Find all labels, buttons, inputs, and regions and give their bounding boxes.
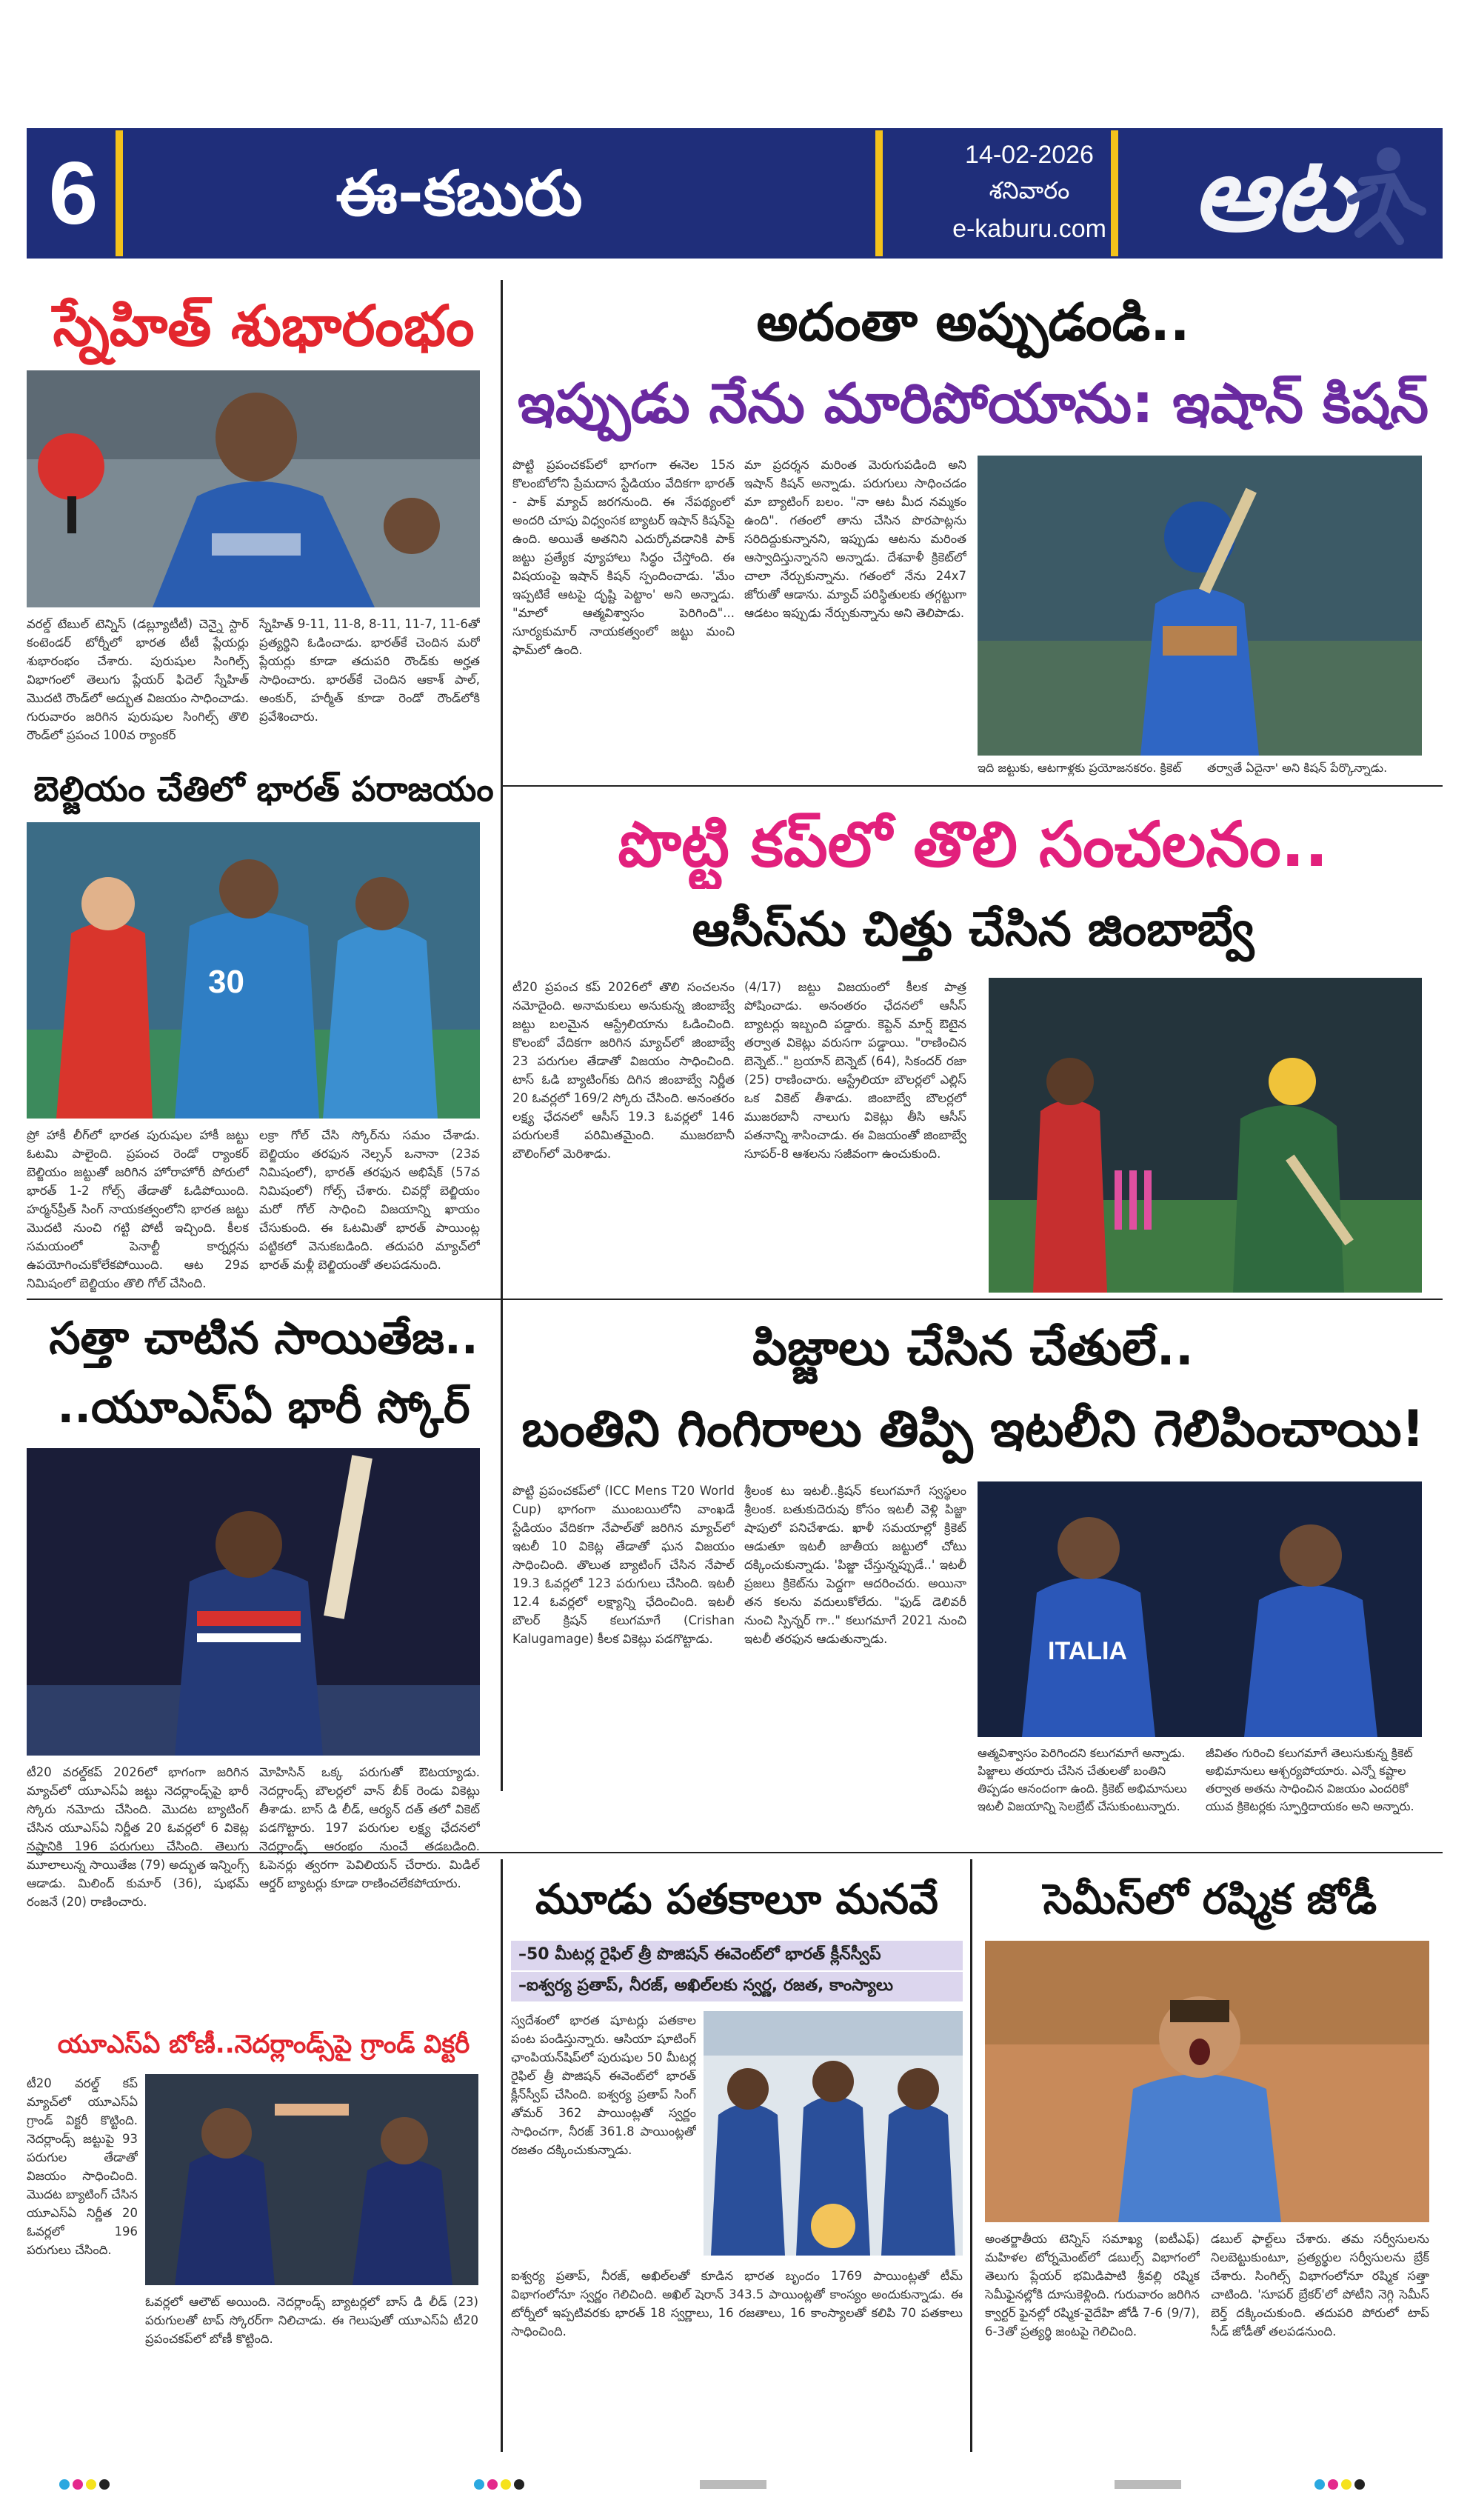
- story-body: పొట్టి ప్రపంచకప్‌లో భాగంగా ఈనెల 15న కొలంబోలోని ప్రేమదాస స్టేడియం వేదికగా భారత్ - పాక్ మ్యాచ్ జరగనుంది. ఈ నేపథ్యంలో అందరి చూపు విధ్వంసక బ్యాటర్ ఇషాన్ కిషన్‌పై ఉంది. అయితే అతనిని ఎదుర్కోవడానికి పాక్ జట్టు ప్రత్యేక వ్యూహాలు సిద్ధం చేస్తోంది. ఈ విషయంపై ఇషాన్ కిషన్ స్పందించాడు. 'మేం ఇప్పటికే ఆటపై దృష్టి పెట్టాం' అని అన్నాడు. "మాలో ఆత్మవిశ్వాసం పెరిగింది"... సూర్యకుమార్ నాయకత్వంలో జట్టు మంచి ఫామ్‌లో ఉంది.: [512, 458, 735, 657]
- photo-label: [27, 822, 33, 823]
- headline-shooting: మూడు పతకాలూ మనవే: [535, 1876, 938, 1924]
- story-body: మోహిసిన్ ఒక్క పరుగుతో ఔటయ్యాడు. నెదర్లాండ్స్ బౌలర్లలో వాన్ బీక్ రెండు వికెట్లు తీశాడు. బాస్ డి లీడ్, ఆర్యన్ దత్ తలో వికెట్ పడగొట్టారు. 197 పరుగుల లక్ష్య ఛేదనలో నెదర్లాండ్స్ ఆరంభం నుంచే తడబడింది. ఓపెనర్లు త్వరగా పెవిలియన్ చేరారు. మిడిల్ ఆర్డర్ బ్యాటర్లు కూడా రాణించలేకపోయారు.: [259, 1765, 480, 1890]
- story-body: ఓవర్లలో ఆలౌట్ అయింది. నెదర్లాండ్స్ బ్యాటర్లలో బాస్ డి లీడ్ (23) పరుగులతో టాప్ స్కోరర్‌గా నిలిచాడు. ఈ గెలుపుతో యూఎస్ఏ టీ20 ప్రపంచకప్‌లో బోణీ కొట్టింది.: [145, 2295, 478, 2346]
- story-body: స్వదేశంలో భారత షూటర్లు పతకాల పంట పండిస్తున్నారు. ఆసియా షూటింగ్ ఛాంపియన్‌షిప్‌లో పురుషుల 50 మీటర్ల రైఫిల్ త్రీ పొజిషన్ ఈవెంట్‌లో భారత్ క్లీన్‌స్వీప్ చేసింది. ఐశ్వర్య ప్రతాప్ సింగ్ తోమర్ 362 పాయింట్లతో స్వర్ణం సాధించగా, నీరజ్ 361.8 పాయింట్లతో రజతం దక్కించుకున్నాడు.: [511, 2013, 696, 2157]
- registration-mark: [59, 2479, 113, 2493]
- photo-label: [704, 2011, 713, 2012]
- caption: తర్వాతే ఏదైనా' అని కిషన్ పేర్కొన్నాడు.: [1207, 761, 1388, 775]
- headline-hockey: బెల్జియం చేతిలో భారత్ పరాజయం: [27, 763, 501, 815]
- photo-label: [978, 1481, 985, 1482]
- story-body: ప్రో హాకీ లీగ్‌లో భారత పురుషుల హాకీ జట్టు ఓటమి పాలైంది. ప్రపంచ రెండో ర్యాంకర్ బెల్జియం జట్టుతో జరిగిన హోరాహోరీ పోరులో భారత్ 1-2 గోల్స్ తేడాతో ఓడిపోయింది. హర్మన్‌ప్రీత్ సింగ్ నాయకత్వంలోని భారత జట్టు మొదటి నుంచి గట్టి పోటీ ఇచ్చింది. కీలక సమయంలో పెనాల్టీ కార్నర్లను ఉపయోగించుకోలేకపోయింది. ఆట 29వ నిమిషంలో బెల్జియం తొలి గోల్ చేసింది.: [27, 1128, 249, 1290]
- subheading: –ఐశ్వర్య ప్రతాప్, నీరజ్, అఖిల్‌లకు స్వర్ణ, రజత, కాంస్యాలు: [511, 1972, 963, 2001]
- photo-label: [145, 2074, 154, 2075]
- story-body: ఐశ్వర్య ప్రతాప్, నీరజ్, అఖిల్‌లతో కూడిన భారత బృందం 1769 పాయింట్లతో టీమ్ విభాగంలోనూ స్వర్ణం గెలిచింది. అఖిల్ షెరాన్ 343.5 పాయింట్లతో కాంస్యం అందుకున్నాడు. ఈ టోర్నీలో ఇప్పటివరకు భారత్ 18 స్వర్ణాలు, 16 రజతాలు, 16 కాంస్యాలతో కలిపి 70 పతకాలు సాధించింది.: [511, 2269, 963, 2339]
- photo-zimbabwe: [989, 978, 1422, 1293]
- runner-icon: [1318, 137, 1429, 248]
- masthead-divider: [875, 130, 883, 256]
- svg-text:ITALIA: ITALIA: [1048, 1637, 1128, 1665]
- headline-snehith: స్నేహిత్ శుభారంభం: [53, 293, 475, 359]
- photo-italy: [978, 1481, 1422, 1737]
- column-rule: [501, 1859, 503, 2452]
- story-body: టీ20 వరల్డ్‌కప్ 2026లో భాగంగా జరిగిన మ్యాచ్‌లో యూఎస్ఏ జట్టు నెదర్లాండ్స్‌పై భారీ స్కోరు నమోదు చేసింది. మొదట బ్యాటింగ్ చేసిన యూఎస్ఏ నిర్ణీత 20 ఓవర్లలో 6 వికెట్ల నష్టానికి 196 పరుగులు చేసింది. తెలుగు మూలాలున్న సాయితేజ (79) అద్భుత ఇన్నింగ్స్ ఆడాడు. మిలింద్ కుమార్ (36), షుభమ్ రంజనే (20) రాణించారు.: [27, 1765, 249, 1909]
- column-rule: [501, 280, 503, 1791]
- story-body: శ్రీలంక టు ఇటలీ..క్రిషన్ కలుగమాగే స్వస్థలం శ్రీలంక. బతుకుదెరువు కోసం ఇటలీ వెళ్లి పిజ్జా షాపులో పనిచేశాడు. ఖాళీ సమయాల్లో క్రికెట్ ఆడుతూ ఇటలీ జాతీయ జట్టులో చోటు దక్కించుకున్నాడు. 'పిజ్జా చేస్తున్నప్పుడే..' ఇటలీ ప్రజలు క్రికెట్‌ను పెద్దగా ఆదరించరు. అయినా తన కలను వదులుకోలేదు. "ఫుడ్ డెలివరీ నుంచి స్పిన్నర్ గా.." కలుగమాగే 2021 నుంచి ఇటలీ తరఫున ఆడుతున్నాడు.: [744, 1484, 966, 1646]
- headline-usa-win: యూఎస్ఏ బోణీ..నెదర్లాండ్స్‌పై గ్రాండ్ విక్టరీ: [57, 2030, 470, 2059]
- headline-saiteja-1: సత్తా చాటిన సాయితేజ..: [49, 1313, 478, 1364]
- section-rule: [503, 1299, 1443, 1300]
- subheading: –50 మీటర్ల రైఫిల్ త్రీ పొజిషన్ ఈవెంట్‌లో భారత్ క్లీన్‌స్వీప్: [511, 1941, 963, 1970]
- story-body: అంతర్జాతీయ టెన్నిస్ సమాఖ్య (ఐటీఎఫ్) మహిళల టోర్నమెంట్‌లో డబుల్స్ విభాగంలో తెలుగు ప్లేయర్ భమిడిపాటి శ్రీవల్లి రష్మిక సెమీఫైనల్లోకి దూసుకెళ్లింది. గురువారం జరిగిన క్వార్టర్ ఫైనల్లో రష్మిక-వైదేహి జోడీ 7-6 (9/7), 6-3తో ప్రత్యర్థి జంటపై గెలిచింది.: [985, 2232, 1200, 2339]
- headline-saiteja-2: ..యూఎస్ఏ భారీ స్కోర్: [57, 1381, 470, 1433]
- section-rule: [27, 1299, 501, 1300]
- registration-mark: [474, 2479, 527, 2493]
- svg-text:30: 30: [208, 964, 244, 1000]
- section-title: ఆట: [1192, 133, 1355, 255]
- brand-logo: ఈ-కబురు: [335, 157, 583, 230]
- photo-label: [27, 1448, 30, 1449]
- story-body: స్నేహిత్ 9-11, 11-8, 8-11, 11-7, 11-6తో ప్రత్యర్థిని ఓడించాడు. భారత్‌కే చెందిన మరో ప్లేయర్లు కూడా తదుపరి రౌండ్‌కు అర్హత సాధించారు. భారత్‌కే చెందిన ఆకాశ్ పాల్, అంకుర్, హర్మీత్ కూడా రెండో రౌండ్‌లోకి ప్రవేశించారు.: [259, 617, 480, 724]
- photo-rashmika: [985, 1941, 1429, 2222]
- photo-saiteja: [27, 1448, 480, 1756]
- photo-label: [989, 978, 1000, 979]
- section-rule: [503, 785, 1443, 787]
- photo-hockey: [27, 822, 480, 1119]
- issue-date: 14-02-2026: [965, 141, 1094, 169]
- headline-ishan-1: అదంతా అప్పుడండి..: [756, 292, 1190, 353]
- photo-ishan: [978, 456, 1422, 756]
- headline-italy-2: బంతిని గింగిరాలు తిప్పి ఇటలీని గెలిపించాయి!: [521, 1400, 1425, 1459]
- photo-usa-celebration: [145, 2074, 478, 2285]
- headline-italy-1: పిజ్జాలు చేసిన చేతులే..: [752, 1319, 1194, 1376]
- caption: ఇది జట్టుకు, ఆటగాళ్లకు ప్రయోజనకరం. క్రికెట్: [978, 761, 1182, 775]
- issue-day: శనివారం: [989, 176, 1070, 204]
- story-body: టీ20 ప్రపంచ కప్ 2026లో తొలి సంచలనం నమోదైంది. అనామకులు అనుకున్న జింబాబ్వే జట్టు బలమైన ఆస్ట్రేలియాను ఓడించింది. కొలంబో వేదికగా జరిగిన మ్యాచ్‌లో జింబాబ్వే 23 పరుగుల తేడాతో విజయం సాధించింది. టాస్ ఓడి బ్యాటింగ్‌కు దిగిన జింబాబ్వే నిర్ణీత 20 ఓవర్లలో 169/2 స్కోరు చేసింది. అనంతరం లక్ష్య ఛేదనలో ఆసీస్ 19.3 ఓవర్లలో 146 పరుగులకే పరిమితమైంది. ముజరబానీ బౌలింగ్‌లో మెరిశాడు.: [512, 980, 735, 1161]
- color-bar: [700, 2480, 766, 2489]
- masthead-divider: [116, 130, 123, 256]
- photo-label: [27, 370, 33, 371]
- story-body: లక్రా గోల్ చేసి స్కోర్‌ను సమం చేశాడు. బెల్జియం తరఫున నెల్సన్ ఒనానా (23వ నిమిషంలో), భారత్ తరఫున అభిషేక్ (57వ నిమిషంలో) గోల్స్ చేశారు. చివర్లో బెల్జియం మరో గోల్ సాధించి విజయాన్ని ఖాయం చేసుకుంది. ఈ ఓటమితో భారత్ పాయింట్ల పట్టికలో వెనుకబడింది. తదుపరి మ్యాచ్‌లో భారత్ మళ్లీ బెల్జియంతో తలపడనుంది.: [259, 1128, 480, 1272]
- column-rule: [970, 1859, 972, 2452]
- headline-zimbabwe-1: పొట్టి కప్‌లో తొలి సంచలనం..: [618, 808, 1329, 881]
- story-body: మా ప్రదర్శన మరింత మెరుగుపడింది అని ఇషాన్ కిషన్ అన్నాడు. పరుగులు సాధించడం మా బ్యాటింగ్ బలం. "నా ఆట మీద నమ్మకం ఉంది". గతంలో తాను చేసిన పొరపాట్లను సరిదిద్దుకున్నానని, ఇప్పుడు ఆటను మరింత ఆస్వాదిస్తున్నానని అన్నాడు. దేశవాళీ క్రికెట్‌లో చాలా నేర్చుకున్నాను. గతంలో నేను 24x7 జోరుతో ఆడాను. మ్యాచ్ పరిస్థితులకు తగ్గట్టుగా ఆడటం ఇప్పుడు నేర్చుకున్నాను అని తెలిపాడు.: [744, 458, 966, 620]
- story-body: పొట్టి ప్రపంచకప్‌లో (ICC Mens T20 World Cup) భాగంగా ముంబయిలోని వాంఖడే స్టేడియం వేదికగా నేపాల్‌తో జరిగిన మ్యాచ్‌లో ఇటలీ 10 వికెట్ల తేడాతో ఘన విజయం సాధించింది. తొలుత బ్యాటింగ్ చేసిన నేపాల్ 19.3 ఓవర్లలో 123 పరుగులు చేసింది. ఇటలీ 12.4 ఓవర్లలో లక్ష్యాన్ని ఛేదించింది. ఇటలీ బౌలర్ క్రిషన్ కలుగమాగే (Crishan Kalugamage) కీలక వికెట్లు పడగొట్టాడు.: [512, 1484, 735, 1646]
- story-body: (4/17) జట్టు విజయంలో కీలక పాత్ర పోషించాడు. అనంతరం ఛేదనలో ఆసీస్ బ్యాటర్లు ఇబ్బంది పడ్డారు. కెప్టెన్ మార్ష్ ఔటైన తర్వాత వికెట్లు వరుసగా పడ్డాయి. "రాణించిన బెన్నెట్.." బ్రయాన్ బెన్నెట్ (64), సికందర్ రజా (25) రాణించారు. ఆస్ట్రేలియా బౌలర్లలో ఎల్లిస్ ఒక వికెట్ తీశాడు. జింబాబ్వే బౌలర్లలో ముజరబానీ నాలుగు వికెట్లు తీసి ఆసీస్ పతనాన్ని శాసించాడు. ఈ విజయంతో జింబాబ్వే సూపర్-8 ఆశలను సజీవంగా ఉంచుకుంది.: [744, 980, 966, 1161]
- photo-shooters: [704, 2011, 963, 2256]
- story-body: డబుల్ ఫాల్ట్‌లు చేశారు. తమ సర్వీసులను నిలబెట్టుకుంటూ, ప్రత్యర్థుల సర్వీసులను బ్రేక్ చేశారు. సింగిల్స్ విభాగంలోనూ రష్మిక సత్తా చాటింది. 'సూపర్ బ్రేకర్'లో పోటీని నెగ్గి సెమీస్ బెర్త్ దక్కించుకుంది. తదుపరి పోరులో టాప్ సీడ్ జోడీతో తలపడనుంది.: [1211, 2232, 1429, 2339]
- headline-rashmika: సెమీస్‌లో రష్మిక జోడీ: [1043, 1876, 1377, 1924]
- registration-mark: [1314, 2479, 1368, 2493]
- story-body: వరల్డ్ టేబుల్ టెన్నిస్ (డబ్ల్యూటీటీ) చెన్నై స్టార్ కంటెండర్ టోర్నీలో భారత టీటీ ప్లేయర్లు శుభారంభం చేశారు. పురుషుల సింగిల్స్ విభాగంలో తెలుగు ప్లేయర్ ఫిదెల్ స్నేహిత్ మొదటి రౌండ్‌లో అద్భుత విజయం సాధించాడు. గురువారం జరిగిన పురుషుల సింగిల్స్ తొలి రౌండ్‌లో ప్రపంచ 100వ ర్యాంకర్: [27, 617, 249, 742]
- photo-table-tennis: [27, 370, 480, 607]
- headline-ishan-2: ఇప్పుడు నేను మారిపోయాను: ఇషాన్ కిషన్: [517, 372, 1429, 436]
- page-number: 6: [48, 144, 98, 243]
- caption: జీవితం గురించి కలుగమాగే తెలుసుకున్న క్రికెట్ అభిమానులు ఆశ్చర్యపోయారు. ఎన్నో కష్టాల తర్వాత అతను సాధించిన విజయం ఎందరికో యువ క్రికెటర్లకు స్ఫూర్తిదాయకం అని అన్నారు.: [1206, 1746, 1414, 1813]
- headline-zimbabwe-2: ఆసీస్‌ను చిత్తు చేసిన జింబాబ్వే: [692, 902, 1254, 957]
- caption: ఆత్మవిశ్వాసం పెరిగిందని కలుగమాగే అన్నాడు. పిజ్జాలు తయారు చేసిన చేతులతో బంతిని తిప్పడం ఆనందంగా ఉంది. క్రికెట్ అభిమానులు ఇటలీ విజయాన్ని సెలబ్రేట్ చేసుకుంటున్నారు.: [978, 1746, 1187, 1813]
- website-link[interactable]: e-kaburu.com: [952, 215, 1106, 243]
- story-body: టీ20 వరల్డ్ కప్ మ్యాచ్‌లో యూఎస్ఏ గ్రాండ్ విక్టరీ కొట్టింది. నెదర్లాండ్స్ జట్టుపై 93 పరుగుల తేడాతో విజయం సాధించింది. మొదట బ్యాటింగ్ చేసిన యూఎస్ఏ నిర్ణీత 20 ఓవర్లలో 196 పరుగులు చేసింది.: [27, 2076, 138, 2257]
- color-bar: [1115, 2480, 1181, 2489]
